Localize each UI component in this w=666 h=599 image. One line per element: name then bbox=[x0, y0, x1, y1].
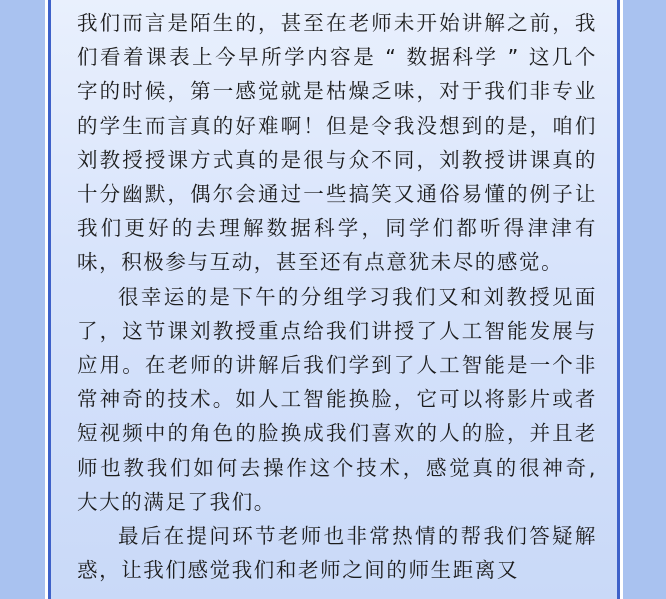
paragraph-continuation: 我们而言是陌生的，甚至在老师未开始讲解之前，我们看着课表上今早所学内容是 “ 数据科学 ” 这几个字的时候，第一感觉就是枯燥乏味，对于我们非专业的学生而言真的好难啊！但是令我没想到的是，咱们刘教授授课方式真的是很与众不同，刘教授讲课真的十分幽默，偶尔会通过一些搞笑又通俗易懂的例子让我们更好的去理解数据科学，同学们都听得津津有味，积极参与互动，甚至还有点意犹未尽的感觉。 bbox=[77, 11, 597, 275]
paragraph-afternoon-session: 很幸运的是下午的分组学习我们又和刘教授见面了，这节课刘教授重点给我们讲授了人工智能发展与应用。在老师的讲解后我们学到了人工智能是一个非常神奇的技术。如人工智能换脸，它可以将影片或者短视频中的角色的脸换成我们喜欢的人的脸，并且老师也教我们如何去操作这个技术，感觉真的很神奇, 大大的满足了我们。 bbox=[77, 284, 597, 514]
paragraph-qa-session: 最后在提问环节老师也非常热情的帮我们答疑解惑，让我们感觉我们和老师之间的师生距离又 bbox=[77, 524, 597, 583]
article-body bbox=[77, 6, 597, 587]
